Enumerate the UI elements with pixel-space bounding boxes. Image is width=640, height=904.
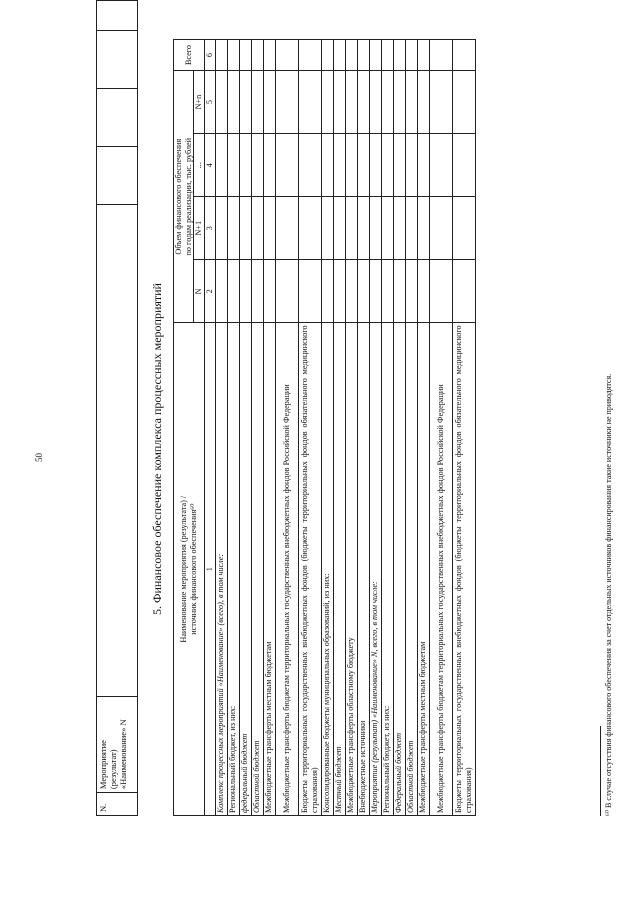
value-cell: [405, 40, 417, 71]
header-year: N+n: [194, 71, 205, 134]
value-cell: [369, 197, 381, 260]
value-cell: [321, 40, 333, 71]
row-source-name: Областной бюджет: [405, 323, 417, 816]
table-row: [429, 40, 452, 816]
value-cell: [345, 260, 357, 323]
value-cell: [227, 260, 239, 323]
value-cell: [429, 71, 452, 134]
value-cell: [345, 197, 357, 260]
value-cell: [298, 134, 321, 197]
value-cell: [263, 197, 275, 260]
value-cell: [393, 197, 405, 260]
value-cell: [227, 40, 239, 71]
value-cell: [357, 260, 369, 323]
value-cell: [357, 40, 369, 71]
table-row: [345, 40, 357, 816]
value-cell: [239, 71, 251, 134]
section-title: 5. Финансовое обеспечение комплекса процессных мероприятий: [150, 283, 164, 615]
value-cell: [452, 71, 475, 134]
column-number: 6: [205, 40, 216, 71]
row-source-name: Федеральный бюджет: [393, 323, 405, 816]
financing-table: [173, 39, 476, 816]
table-row: [298, 40, 321, 816]
value-cell: [345, 71, 357, 134]
fragment-name-line2: «Наименование» N: [118, 719, 129, 790]
fragment-cell: [97, 88, 138, 146]
value-cell: [275, 71, 298, 134]
column-number: 1: [205, 323, 216, 816]
fragment-cell: [97, 1, 138, 31]
table-row: [417, 40, 429, 816]
value-cell: [333, 134, 345, 197]
value-cell: [452, 134, 475, 197]
value-cell: [381, 260, 393, 323]
value-cell: [298, 260, 321, 323]
value-cell: [251, 260, 263, 323]
value-cell: [369, 40, 381, 71]
value-cell: [369, 134, 381, 197]
value-cell: [393, 71, 405, 134]
row-source-name: Межбюджетные трансферты бюджетам территориальных государственных внебюджетных фондов Российской Федерации: [275, 323, 298, 816]
value-cell: [381, 197, 393, 260]
fragment-name-line1: Мероприятие (результат): [98, 740, 119, 790]
header-total: Всего: [174, 40, 205, 71]
value-cell: [429, 40, 452, 71]
table-row: [251, 40, 263, 816]
value-cell: [215, 260, 227, 323]
row-source-name: Бюджеты территориальных государственных внебюджетных фондов (бюджеты территориальных фондов обязательного медицинского страхования): [452, 323, 475, 816]
value-cell: [321, 260, 333, 323]
footnote: ⁶⁰ В случае отсутствия финансового обеспечения за счет отдельных источников финансирования такие источники не приводятся.: [604, 373, 613, 816]
fragment-number: N.: [97, 793, 138, 816]
value-cell: [345, 134, 357, 197]
fragment-name: [97, 696, 138, 793]
top-fragment-table: [96, 0, 138, 816]
value-cell: [239, 260, 251, 323]
value-cell: [215, 134, 227, 197]
value-cell: [263, 134, 275, 197]
footnote-separator: [600, 726, 601, 816]
table-row: [263, 40, 275, 816]
row-source-name: Межбюджетные трансферты областному бюджету: [345, 323, 357, 816]
value-cell: [298, 40, 321, 71]
table-row: [321, 40, 333, 816]
value-cell: [333, 40, 345, 71]
table-row: [393, 40, 405, 816]
value-cell: [227, 134, 239, 197]
value-cell: [417, 40, 429, 71]
value-cell: [381, 71, 393, 134]
header-group-line1: Объем финансового обеспечения: [174, 138, 183, 255]
value-cell: [452, 197, 475, 260]
row-source-name: Комплекс процессных мероприятий «Наименование» (всего), в том числе:: [215, 323, 227, 816]
value-cell: [357, 197, 369, 260]
fragment-cell: [97, 30, 138, 88]
value-cell: [393, 260, 405, 323]
value-cell: [298, 197, 321, 260]
header-year: N: [194, 260, 205, 323]
value-cell: [381, 40, 393, 71]
value-cell: [263, 71, 275, 134]
header-group-cell: [174, 71, 194, 323]
table-row: [405, 40, 417, 816]
value-cell: [345, 40, 357, 71]
value-cell: [393, 40, 405, 71]
table-row: [357, 40, 369, 816]
table-row: [452, 40, 475, 816]
value-cell: [321, 197, 333, 260]
value-cell: [321, 134, 333, 197]
row-source-name: Областной бюджет: [251, 323, 263, 816]
value-cell: [405, 134, 417, 197]
header-name-cell: [174, 323, 205, 816]
value-cell: [251, 71, 263, 134]
row-source-name: Региональный бюджет, из них:: [227, 323, 239, 816]
fragment-cell: [97, 205, 138, 696]
value-cell: [275, 40, 298, 71]
value-cell: [321, 71, 333, 134]
table-body: [215, 40, 475, 816]
value-cell: [227, 197, 239, 260]
row-source-name: Внебюджетные источники: [357, 323, 369, 816]
value-cell: [275, 197, 298, 260]
value-cell: [239, 40, 251, 71]
value-cell: [215, 71, 227, 134]
row-source-name: Мероприятие (результат) «Наименование» N, всего, в том числе:: [369, 323, 381, 816]
value-cell: [251, 134, 263, 197]
row-source-name: Межбюджетные трансферты бюджетам территориальных государственных внебюджетных фондов Российской Федерации: [429, 323, 452, 816]
row-source-name: Консолидированные бюджеты муниципальных образований, из них:: [321, 323, 333, 816]
header-year: ...: [194, 134, 205, 197]
row-source-name: Местный бюджет: [333, 323, 345, 816]
value-cell: [239, 197, 251, 260]
column-number: 2: [205, 260, 216, 323]
value-cell: [369, 260, 381, 323]
table-row: [381, 40, 393, 816]
column-number: 4: [205, 134, 216, 197]
value-cell: [298, 71, 321, 134]
value-cell: [227, 71, 239, 134]
value-cell: [452, 40, 475, 71]
value-cell: [405, 71, 417, 134]
page-number: 50: [34, 453, 44, 462]
value-cell: [263, 40, 275, 71]
value-cell: [405, 260, 417, 323]
value-cell: [452, 260, 475, 323]
value-cell: [333, 197, 345, 260]
value-cell: [393, 134, 405, 197]
table-row: [215, 40, 227, 816]
value-cell: [357, 71, 369, 134]
fragment-cell: [97, 147, 138, 205]
row-source-name: Межбюджетные трансферты местным бюджетам: [417, 323, 429, 816]
value-cell: [381, 134, 393, 197]
value-cell: [429, 260, 452, 323]
value-cell: [417, 260, 429, 323]
value-cell: [275, 260, 298, 323]
value-cell: [417, 71, 429, 134]
table-row: [333, 40, 345, 816]
value-cell: [333, 71, 345, 134]
value-cell: [357, 134, 369, 197]
header-name-line1: Наименование мероприятия (результата) /: [179, 495, 189, 643]
value-cell: [239, 134, 251, 197]
value-cell: [417, 134, 429, 197]
row-source-name: Региональный бюджет, из них:: [381, 323, 393, 816]
table-row: [227, 40, 239, 816]
value-cell: [215, 197, 227, 260]
header-year: N+1: [194, 197, 205, 260]
value-cell: [275, 134, 298, 197]
value-cell: [263, 260, 275, 323]
value-cell: [429, 197, 452, 260]
header-name-line2: источник финансового обеспечения⁶⁰: [189, 503, 198, 635]
column-number: 5: [205, 71, 216, 134]
value-cell: [251, 197, 263, 260]
value-cell: [405, 197, 417, 260]
row-source-name: федеральный бюджет: [239, 323, 251, 816]
value-cell: [333, 260, 345, 323]
header-group-line2: по годам реализации, тыс. рублей: [183, 137, 193, 256]
column-number: 3: [205, 197, 216, 260]
table-row: [369, 40, 381, 816]
value-cell: [369, 71, 381, 134]
row-source-name: Бюджеты территориальных государственных внебюджетных фондов (бюджеты территориальных фондов обязательного медицинского страхования): [298, 323, 321, 816]
table-row: [239, 40, 251, 816]
row-source-name: Межбюджетные трансферты местным бюджетам: [263, 323, 275, 816]
value-cell: [251, 40, 263, 71]
value-cell: [417, 197, 429, 260]
value-cell: [215, 40, 227, 71]
table-row: [275, 40, 298, 816]
value-cell: [429, 134, 452, 197]
